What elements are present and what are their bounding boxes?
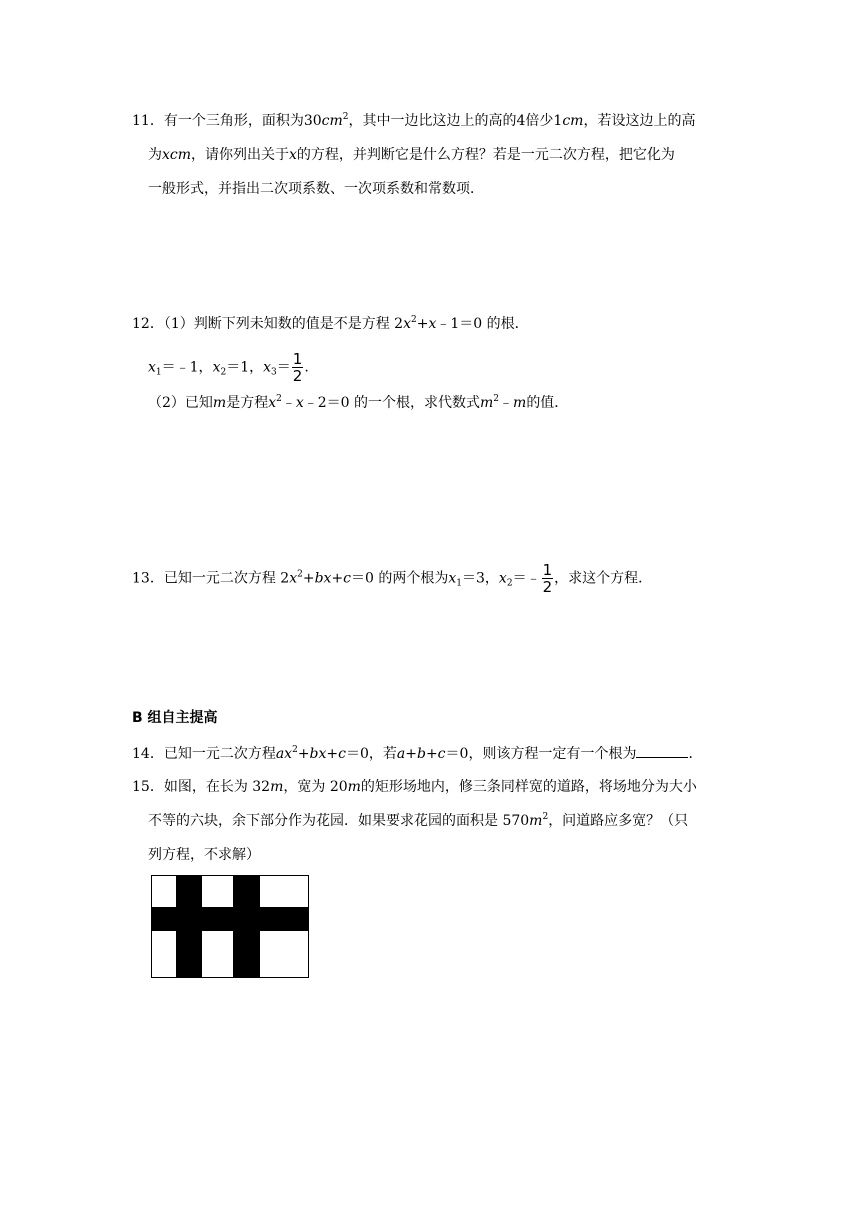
q11-line-2: 为xcm，请你列出关于x的方程，并判断它是什么方程？若是一元二次方程，把它化为: [148, 147, 675, 163]
q12-line-1: 12．（1）判断下列未知数的值是不是方程 $2x^2+x﹣1=0$ 的根．: [132, 315, 529, 332]
q12-number: 12．: [132, 316, 164, 332]
q12-values-line: $x_1=﹣1$，$x_2=1$，$x_3=$ $\frac{1}{2}$ .: [148, 350, 309, 385]
q15-line-3: 列方程，不求解）: [148, 847, 260, 863]
section-b-title: B 组自主提高: [132, 710, 218, 726]
q15-line-1: 15．如图，在长为 32m，宽为 20m的矩形场地内，修三条同样宽的道路，将场地分为大小: [132, 779, 697, 795]
q13-line: 13．已知一元二次方程 $2x^2+bx+c=0$ 的两个根为$x_1=3$，$x_2=﹣$ $\frac{1}{2}$ ，求这个方程．: [132, 561, 653, 596]
q14-number: 14．: [132, 746, 164, 762]
horizontal-road: [152, 907, 308, 931]
q11-number: 11．: [132, 113, 164, 129]
field-diagram: [151, 875, 309, 978]
q12-line-2: （2）已知m是方程$x^2﹣x﹣2=0$ 的一个根，求代数式$m^2﹣m$的值．: [148, 394, 569, 411]
fraction-one-half: $\frac{1}{2}$: [542, 561, 553, 596]
q14-line: 14．已知一元二次方程$ax^2+bx+c=0$，若a+b+c＝0，则该方程一定有一个根为 ．: [132, 745, 703, 762]
q13-number: 13．: [132, 570, 164, 587]
q11-line-3: 一般形式，并指出二次项系数、一次项系数和常数项．: [148, 181, 484, 197]
answer-blank: [636, 743, 688, 758]
q11-line-1: 11．有一个三角形，面积为$30cm^2$，其中一边比这边上的高的4倍少1cm，若设这边上的高: [132, 112, 696, 129]
fraction-one-half: $\frac{1}{2}$: [292, 350, 303, 385]
q15-line-2: 不等的六块，余下部分作为花园．如果要求花园的面积是 $570m^2$，问道路应多宽？（只: [148, 812, 689, 829]
q15-number: 15．: [132, 779, 164, 795]
